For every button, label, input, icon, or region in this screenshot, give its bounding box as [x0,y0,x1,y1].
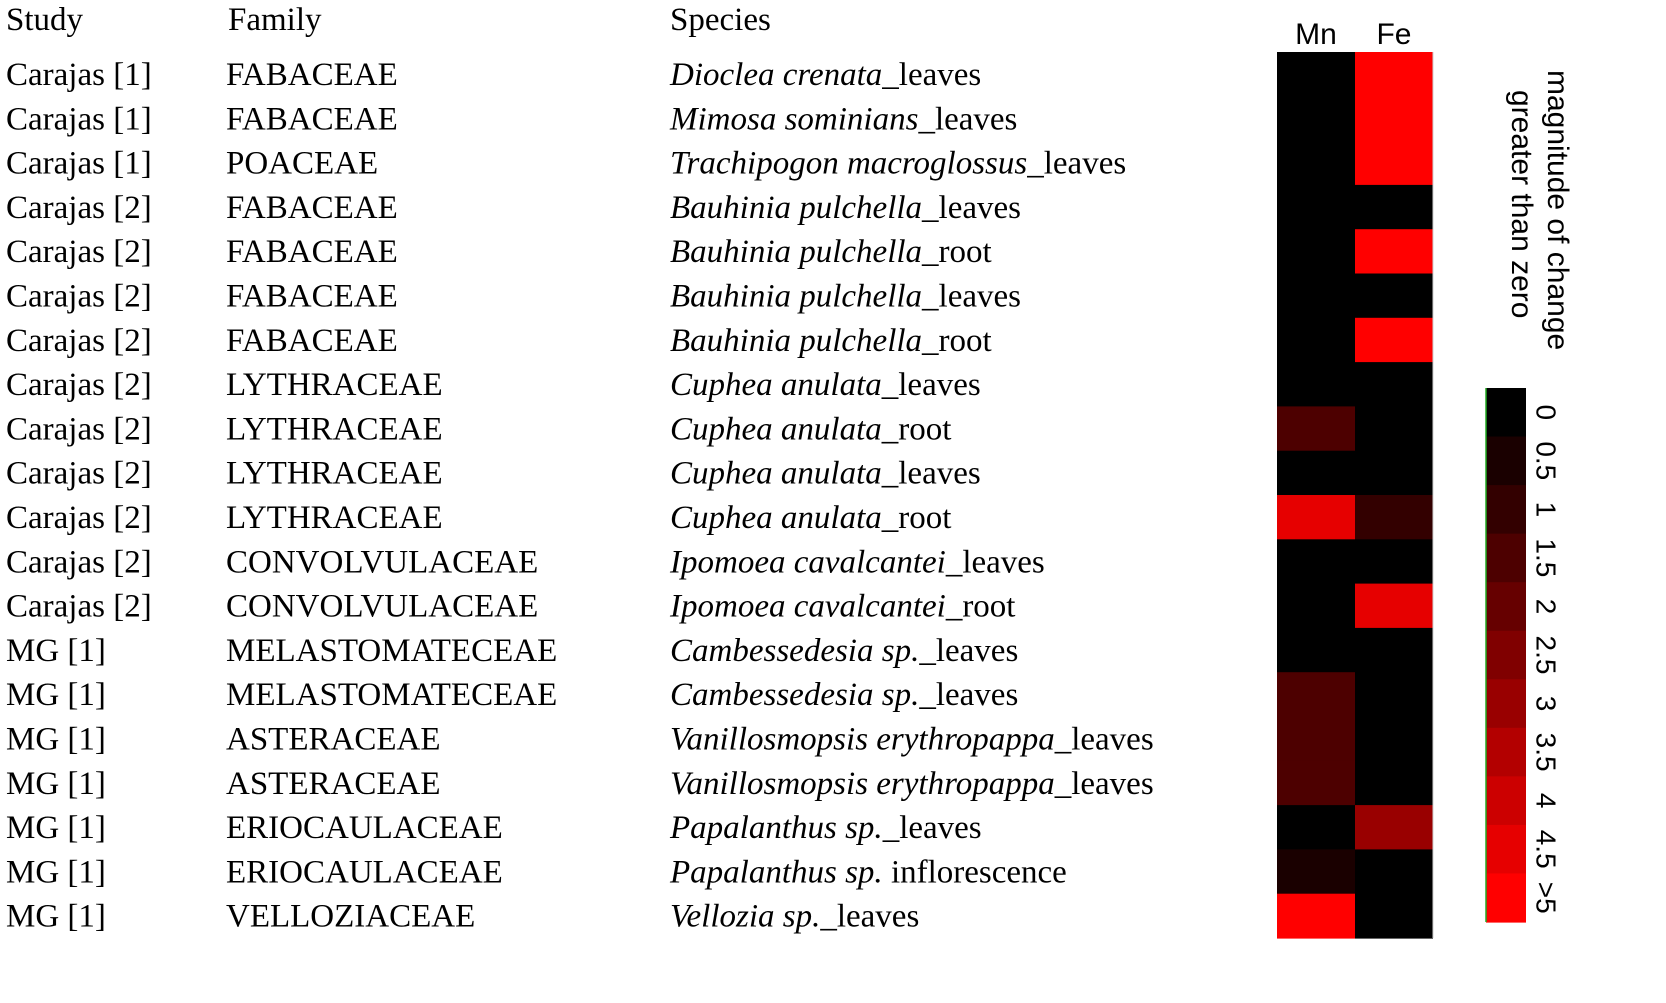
cell-species [670,899,919,935]
species-suffix: _leaves [881,367,981,404]
cell-species [670,323,992,359]
heatmap-cell-fe [1355,672,1433,717]
legend-tick-label: 1 [1530,501,1562,518]
heatmap-cell-mn [1277,849,1355,894]
species-name: Vanillosmopsis erythropappa [670,721,1055,758]
species-suffix: _leaves [945,544,1045,581]
cell-family: ERIOCAULACEAE [226,810,503,847]
color-legend [1486,388,1562,923]
legend-title-line2: greater than zero [1505,90,1538,319]
species-suffix: _root [881,411,952,448]
cell-study: Carajas [2] [6,278,152,315]
legend-tick-label: 3 [1530,695,1562,712]
legend-swatch [1486,437,1526,486]
cell-species [670,146,1126,182]
cell-family: ASTERACEAE [226,765,441,802]
legend-tick-label: 0 [1530,404,1562,421]
legend-title [1505,70,1574,350]
table-row [6,234,992,270]
species-suffix: _leaves [881,455,981,492]
heatmap-cell-mn [1277,141,1355,186]
species-name: Papalanthus sp. [670,810,883,847]
cell-family: MELASTOMATECEAE [226,632,558,669]
cell-species [669,101,1017,137]
table-row [6,367,981,403]
species-suffix: _leaves [882,810,982,847]
species-name: Bauhinia pulchella [670,234,923,271]
cell-study: MG [1] [6,632,106,669]
table-row [6,677,1018,713]
cell-family: CONVOLVULACEAE [226,544,539,581]
cell-study: Carajas [2] [6,411,152,448]
species-suffix: _root [881,500,952,536]
heatmap-cell-mn [1277,451,1355,496]
cell-study: Carajas [2] [6,500,152,536]
table-row [6,101,1017,137]
heatmap-cell-fe [1355,96,1433,141]
cell-species [669,589,1015,625]
cell-family: FABACEAE [226,189,398,226]
cell-family: FABACEAE [226,57,398,93]
legend-swatch [1486,534,1526,583]
cell-study: Carajas [2] [6,234,152,271]
table-row [6,279,1021,315]
cell-family: POACEAE [226,145,379,182]
species-name: Mimosa sominians [670,101,919,138]
legend-tick-label: 4 [1530,792,1562,809]
cell-family: FABACEAE [226,234,398,271]
species-suffix: _leaves [882,57,982,93]
heatmap-cell-mn [1277,96,1355,141]
cell-family: ASTERACEAE [226,721,441,758]
legend-swatch [1486,582,1526,631]
heatmap-cell-mn [1277,185,1355,230]
cell-family: LYTHRACEAE [226,455,443,492]
cell-study: MG [1] [6,854,106,891]
legend-tick-label: >5 [1530,881,1562,914]
table-row [6,500,951,536]
cell-species [669,57,981,93]
legend-swatch [1486,728,1526,777]
species-name: Trachipogon macroglossus [670,145,1028,182]
heatmap-cell-mn [1277,672,1355,717]
heatmap-cell-fe [1355,495,1433,540]
cell-study: Carajas [2] [6,367,152,404]
heatmap-cell-fe [1355,584,1433,629]
cell-species [670,766,1154,802]
table-row [6,57,981,93]
heatmap-cell-mn [1277,894,1355,939]
species-suffix: _leaves [1054,765,1154,802]
heatmap-cell-fe [1355,761,1433,806]
heatmap-cell-fe [1355,849,1433,894]
cell-study: MG [1] [6,677,106,714]
cell-species [670,367,981,403]
species-name: Bauhinia pulchella [670,189,923,226]
cell-species [670,677,1018,713]
cell-study: Carajas [2] [6,322,152,359]
heatmap-cell-fe [1355,805,1433,850]
heatmap-cell-fe [1355,894,1433,939]
species-suffix: _leaves [820,898,920,935]
table-row [6,456,981,492]
legend-swatch [1486,825,1526,874]
heatmap-cell-mn [1277,318,1355,363]
heatmap-cell-mn [1277,539,1355,584]
cell-study: MG [1] [6,898,106,935]
table-row [6,146,1126,182]
cell-species [670,633,1018,669]
heatmap-cell-fe [1355,451,1433,496]
table-row [6,899,919,935]
species-name: Cuphea anulata [670,500,882,536]
cell-family: FABACEAE [226,322,398,359]
heatmap-cell-mn [1277,717,1355,762]
species-suffix: _leaves [919,677,1019,714]
heatmap-cell-fe [1355,52,1433,97]
species-name: Cuphea anulata [670,411,882,448]
cell-species [669,544,1045,580]
species-name: Cambessedesia sp. [670,632,920,669]
species-name: Papalanthus sp. [670,854,883,891]
heatmap-cell-fe [1355,274,1433,319]
table-row [6,766,1154,802]
cell-study: Carajas [2] [6,455,152,492]
header-species: Species [670,2,771,38]
species-name: Vanillosmopsis erythropappa [670,765,1055,802]
heatmap-cell-fe [1355,628,1433,673]
species-suffix: _leaves [922,189,1021,226]
cell-study: Carajas [1] [6,101,152,138]
species-suffix: _leaves [919,632,1019,669]
heatmap-cell-mn [1277,628,1355,673]
heatmap-cell-fe [1355,229,1433,274]
cell-species [670,500,951,536]
legend-tick-label: 4.5 [1530,829,1562,869]
table-row [6,589,1015,625]
heatmap-cell-fe [1355,185,1433,230]
table-row [6,544,1045,580]
species-name: Cuphea anulata [670,455,882,492]
cell-study: Carajas [2] [6,544,152,581]
legend-swatch [1486,485,1526,534]
legend-swatch [1486,776,1526,825]
cell-study: Carajas [1] [6,145,152,182]
cell-species [670,190,1021,226]
species-name: Dioclea crenata [670,57,883,93]
species-suffix: _leaves [922,278,1021,315]
legend-swatch [1486,873,1526,922]
cell-study: Carajas [1] [6,57,152,93]
heatmap-cell-fe [1355,141,1433,186]
cell-family: FABACEAE [226,101,398,138]
heatmap-cell-mn [1277,362,1355,407]
cell-study: Carajas [2] [6,588,152,625]
legend-tick-label: 2 [1530,598,1562,615]
legend-tick-label: 2.5 [1530,635,1562,675]
species-suffix: _leaves [918,101,1018,138]
legend-swatch [1486,631,1526,680]
cell-study: Carajas [2] [6,189,152,226]
heatmap-cell-mn [1277,229,1355,274]
heatmap-cell-mn [1277,805,1355,850]
cell-family: ERIOCAULACEAE [226,854,503,891]
species-name: Bauhinia pulchella [670,278,923,315]
cell-family: FABACEAE [226,278,398,315]
cell-species [670,456,981,492]
heatmap-cell-mn [1277,52,1355,97]
legend-tick-label: 0.5 [1530,441,1562,481]
table-row [6,722,1154,758]
species-suffix: inflorescence [882,854,1067,891]
table-row [6,323,992,359]
table-row [6,854,1067,890]
heatmap-cell-mn [1277,761,1355,806]
header-study: Study [6,2,84,38]
heatmap-cell-fe [1355,362,1433,407]
cell-species [670,411,951,447]
cell-family: VELLOZIACEAE [226,898,476,935]
cell-study: MG [1] [6,765,106,802]
heatmap-cell-fe [1355,717,1433,762]
heatmap-cell-mn [1277,584,1355,629]
heatmap-cell-fe [1355,539,1433,584]
cell-family: MELASTOMATECEAE [226,677,558,714]
cell-family: LYTHRACEAE [226,367,443,404]
cell-species [669,810,982,846]
cell-study: MG [1] [6,721,106,758]
species-name: Cambessedesia sp. [670,677,920,714]
table-row [6,190,1021,226]
table-row [6,411,951,447]
cell-family: CONVOLVULACEAE [226,588,539,625]
heatmap [1277,52,1433,939]
table-row [6,633,1018,669]
cell-family: LYTHRACEAE [226,500,443,536]
species-name: Cuphea anulata [670,367,882,404]
cell-species [670,234,992,270]
cell-species [670,279,1021,315]
cell-species [670,722,1154,758]
species-name: Ipomoea cavalcantei [670,544,946,581]
legend-title-line1: magnitude of change [1541,70,1574,351]
header-family: Family [228,2,322,38]
species-suffix: _leaves [1027,145,1127,182]
species-suffix: _leaves [1054,721,1154,758]
species-name: Vellozia sp. [670,898,821,935]
heatmap-cell-mn [1277,274,1355,319]
species-suffix: _root [945,588,1016,625]
species-suffix: _root [922,234,992,271]
column-label-mn: Mn [1295,18,1337,51]
species-name: Bauhinia pulchella [670,322,923,359]
cell-family: LYTHRACEAE [226,411,443,448]
species-name: Ipomoea cavalcantei [670,588,946,625]
heatmap-cell-fe [1355,406,1433,451]
species-suffix: _root [922,322,992,359]
cell-species [669,854,1067,890]
legend-swatch [1486,679,1526,728]
heatmap-cell-fe [1355,318,1433,363]
heatmap-cell-mn [1277,495,1355,540]
legend-swatch [1486,388,1526,437]
cell-study: MG [1] [6,810,106,847]
legend-tick-label: 3.5 [1530,732,1562,772]
table-row [6,810,982,846]
table-rows [6,57,1154,935]
heatmap-cell-mn [1277,406,1355,451]
legend-tick-label: 1.5 [1530,538,1562,578]
column-label-fe: Fe [1376,18,1412,51]
